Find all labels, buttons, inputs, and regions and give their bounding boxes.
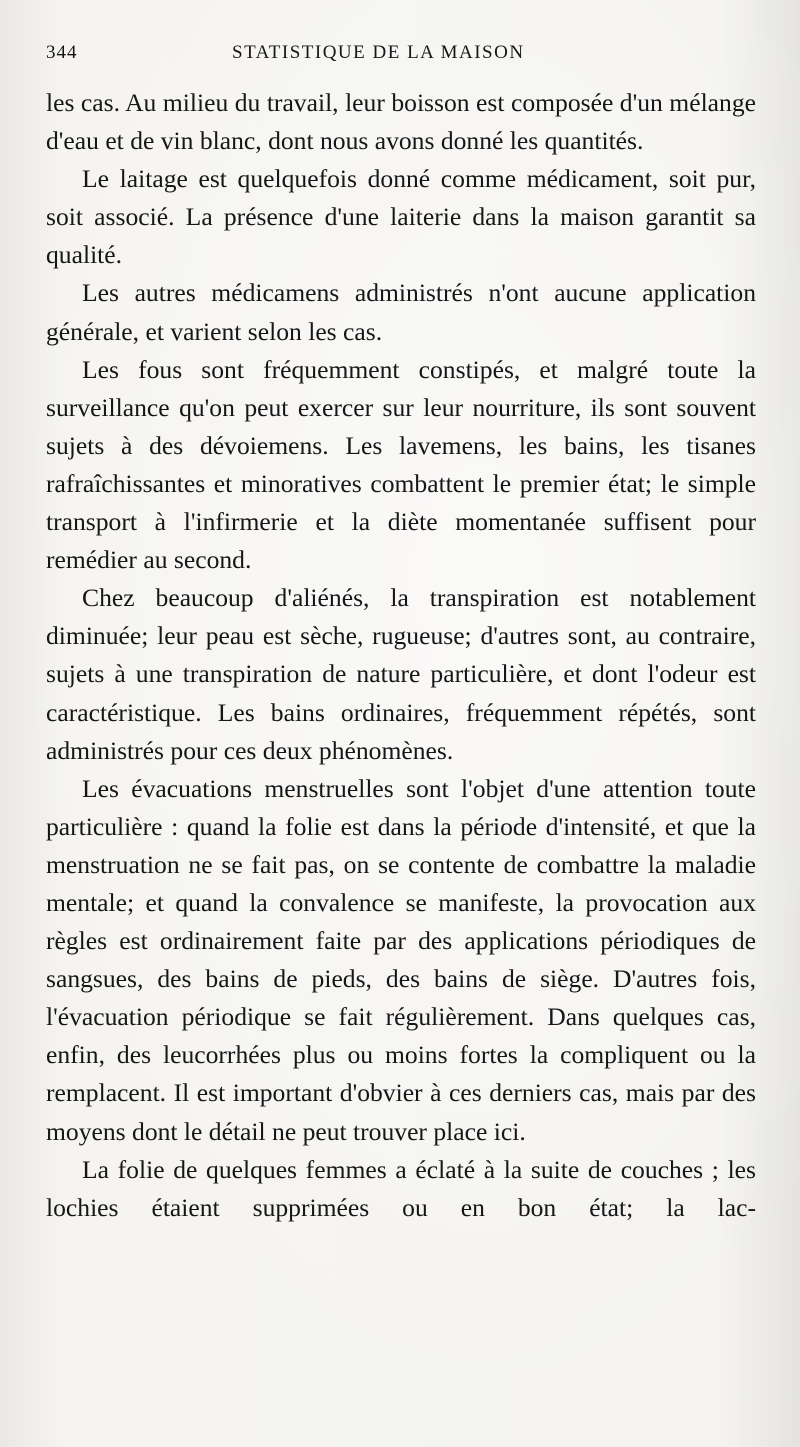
- paragraph-continuation: les cas. Au milieu du travail, leur boisson est composée d'un mélange d'eau et de vin blanc, dont nous avons donné les quantités.: [46, 88, 756, 156]
- paragraph-menstruation: Les évacuations menstruelles sont l'objet d'une attention toute particulière : quand la folie est dans la période d'intensité, et que la menstruation ne se fait pas, on se contente de combattre la maladie mentale; et quand la convalence se manifeste, la provocation aux règles est ordinairement faite par des applications périodiques de sangsues, des bains de pieds, des bains de siège. D'autres fois, l'évacuation périodique se fait régulièrement. Dans quelques cas, enfin, des leucorrhées plus ou moins fortes la compliquent ou la remplacent. Il est important d'obvier à ces derniers cas, mais par des moyens dont le détail ne peut trouver place ici.: [46, 773, 756, 1146]
- body-text: [46, 84, 756, 1227]
- running-title: STATISTIQUE DE LA MAISON: [232, 42, 525, 63]
- paragraph-medicamens: Les autres médicamens administrés n'ont aucune application générale, et varient selon les cas.: [46, 278, 756, 346]
- paragraph-transpiration: Chez beaucoup d'aliénés, la transpiration est notablement diminuée; leur peau est sèche, rugueuse; d'autres sont, au contraire, sujets à une transpiration de nature particulière, et dont l'odeur est caractéristique. Les bains ordinaires, fréquemment répétés, sont administrés pour ces deux phénomènes.: [46, 583, 756, 765]
- paragraph-constipation: Les fous sont fréquemment constipés, et malgré toute la surveillance qu'on peut exercer sur leur nourriture, ils sont souvent sujets à des dévoiemens. Les lavemens, les bains, les tisanes rafraîchissantes et minoratives combattent le premier état; le simple transport à l'infirmerie et la diète momentanée suffisent pour remédier au second.: [46, 354, 756, 575]
- page-number: 344: [46, 42, 78, 63]
- paragraph-couches: La folie de quelques femmes a éclaté à la suite de couches ; les lochies étaient supprimées ou en bon état; la lac-: [46, 1154, 756, 1222]
- paragraph-laitage: Le laitage est quelquefois donné comme médicament, soit pur, soit associé. La présence d'une laiterie dans la maison garantit sa qualité.: [46, 164, 756, 270]
- running-head: [46, 34, 756, 74]
